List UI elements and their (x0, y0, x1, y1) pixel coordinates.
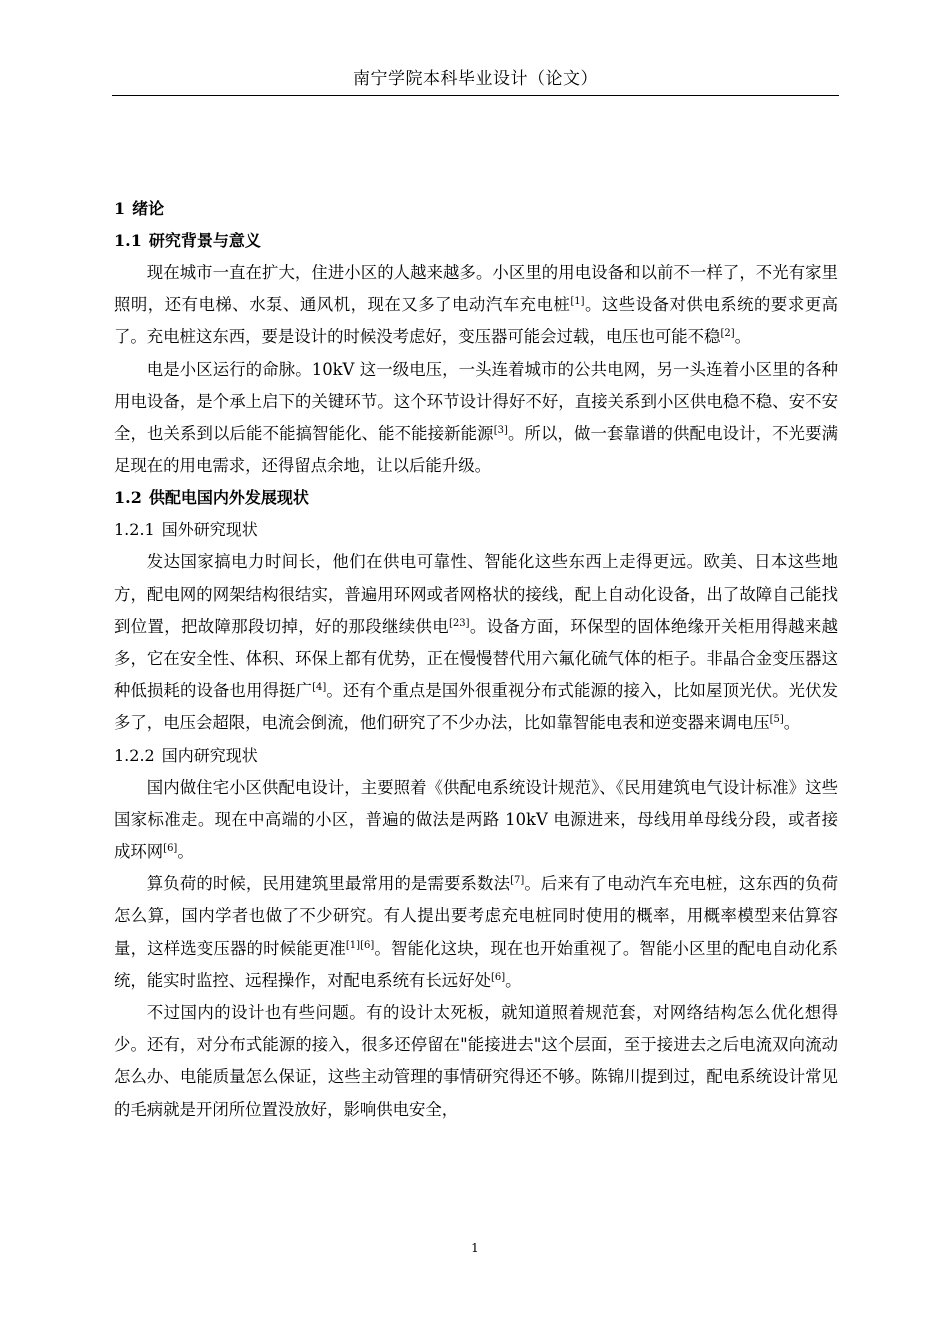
subsection-title: 国外研究现状 (161, 520, 258, 540)
subsection-number: 1.2.2 (114, 745, 155, 765)
paragraph (114, 257, 838, 354)
chapter-title: 绪论 (132, 199, 165, 218)
paragraph-text: 。智能化这块，现在也开始重视了。智能小区里的配电自动化系统，能实时监控、远程操作，对配电系统有长远好处 (114, 938, 839, 990)
section-title: 供配电国内外发展现状 (148, 488, 309, 508)
citation-ref: [4] (312, 682, 327, 694)
subsection-number: 1.2.1 (114, 520, 155, 540)
page-body (114, 193, 838, 1126)
citation-ref: [6] (360, 939, 375, 951)
citation-ref: [2] (720, 328, 735, 340)
paragraph-text: 。这些设备对供电系统的要求更高了。充电桩这东西，要是设计的时候没考虑好，变压器可能会过载，电压也可能不稳 (114, 295, 839, 347)
paragraph-text: 。设备方面，环保型的固体绝缘开关柜用得越来越多，它在安全性、体积、环保上都有优势，正在慢慢替代用六氟化硫气体的柜子。非晶合金变压器这种低损耗的设备也用得挺广 (114, 616, 838, 701)
chapter-heading (114, 193, 838, 225)
page-number: 1 (471, 1241, 479, 1255)
paragraph (114, 868, 838, 997)
paragraph-text: 国内做住宅小区供配电设计，主要照着《供配电系统设计规范》、《民用建筑电气设计标准》这些国家标准走。现在中高端的小区，普遍的做法是两路 10kV 电源进来，母线用单母线分段，或者接成环网 (114, 777, 838, 862)
citation-ref: [3] (493, 425, 508, 437)
section-heading-1-1 (114, 225, 838, 257)
running-header: 南宁学院本科毕业设计（论文） (353, 69, 598, 89)
subsection-heading-1-2-1 (114, 514, 838, 546)
subsection-title: 国内研究现状 (161, 745, 258, 765)
paragraph-text: 。 (505, 970, 522, 990)
section-number: 1.1 (114, 231, 142, 250)
citation-ref: [6] (163, 843, 178, 855)
header-rule (112, 95, 839, 96)
citation-ref: [1] (345, 939, 361, 951)
subsection-heading-1-2-2 (114, 740, 838, 772)
section-heading-1-2 (114, 482, 838, 514)
citation-ref: [23] (448, 617, 470, 629)
paragraph-text: 。所以，做一套靠谱的供配电设计，不光要满足现在的用电需求，还得留点余地，让以后能升级。 (114, 424, 839, 476)
paragraph-text: 算负荷的时候，民用建筑里最常用的是需要系数法 (146, 874, 511, 894)
paragraph (114, 772, 838, 869)
paragraph-text: 。还有个重点是国外很重视分布式能源的接入，比如屋顶光伏。光伏发多了，电压会超限，电流会倒流，他们研究了不少办法，比如靠智能电表和逆变器来调电压 (114, 681, 839, 733)
paragraph-text: 。 (177, 842, 194, 862)
paragraph-text: 发达国家搞电力时间长，他们在供电可靠性、智能化这些东西上走得更远。欧美、日本这些地方，配电网的网架结构很结实，普遍用环网或者网格状的接线，配上自动化设备，出了故障自己能找到位置，把故障那段切掉，好的那段继续供电 (114, 552, 838, 636)
citation-ref: [7] (510, 875, 525, 887)
paragraph (114, 354, 838, 483)
paragraph-text: 。 (734, 327, 752, 347)
paragraph-text: 。 (783, 713, 801, 733)
paragraph-text: 电是小区运行的命脉。10kV 这一级电压，一头连着城市的公共电网，另一头连着小区里的各种用电设备，是个承上启下的关键环节。这个环节设计得好不好，直接关系到小区供电稳不稳、安不安全，也关系到以后能不能搞智能化、能不能接新能源 (114, 359, 838, 444)
section-number: 1.2 (114, 488, 142, 508)
paragraph-text: 。后来有了电动汽车充电桩，这东西的负荷怎么算，国内学者也做了不少研究。有人提出要考虑充电桩同时使用的概率，用概率模型来估算容量，这样选变压器的时候能更准 (114, 874, 839, 958)
paragraph (114, 546, 838, 739)
chapter-number: 1 (114, 199, 126, 218)
citation-ref: [1] (570, 296, 585, 308)
citation-ref: [5] (769, 714, 784, 726)
paragraph (114, 997, 838, 1126)
paragraph-text: 现在城市一直在扩大，住进小区的人越来越多。小区里的用电设备和以前不一样了，不光有家里照明，还有电梯、水泵、通风机，现在又多了电动汽车充电桩 (114, 263, 838, 315)
citation-ref: [6] (490, 971, 506, 983)
paragraph-text: 不过国内的设计也有些问题。有的设计太死板，就知道照着规范套，对网络结构怎么优化想得少。还有，对分布式能源的接入，很多还停留在"能接进去"这个层面，至于接进去之后电流双向流动怎么办、电能质量怎么保证，这些主动管理的事情研究得还不够。陈锦川提到过，配电系统设计常见的毛病就是开闭所位置没放好，影响供电安全， (114, 1003, 838, 1119)
section-title: 研究背景与意义 (148, 231, 261, 250)
